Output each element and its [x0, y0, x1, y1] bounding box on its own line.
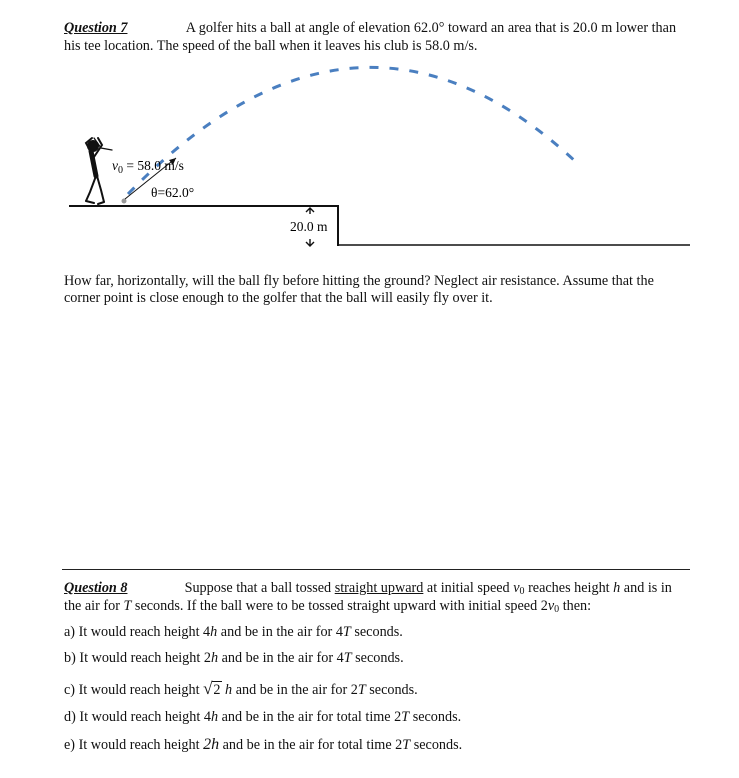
answer-option-e[interactable] [64, 736, 462, 754]
option-text: seconds. [365, 682, 418, 698]
answer-option-c[interactable] [64, 679, 418, 699]
option-text: and be in the air for total time 2 [219, 737, 403, 753]
option-var: h [210, 650, 219, 666]
q8-var-T: T [123, 598, 132, 614]
option-text: and be in the air for 4 [218, 650, 344, 666]
option-text: d) It would reach height 4 [64, 709, 211, 725]
question-8-label: Question 8 [64, 580, 128, 596]
question-7-text-1: A golfer hits a ball at angle of elevation 62.0° toward an area that is 20.0 m lower than [185, 20, 677, 36]
option-var: h [210, 624, 218, 640]
option-var: T [402, 737, 411, 753]
option-var: T [343, 650, 352, 666]
q8-text: then: [559, 598, 592, 614]
option-var: T [401, 709, 410, 725]
golf-diagram [0, 0, 739, 260]
q8-text: and is in [620, 580, 672, 596]
option-var: h [225, 682, 233, 698]
option-text: and be in the air for 2 [232, 682, 358, 698]
answer-option-a[interactable] [64, 624, 403, 641]
sqrt-symbol: √ [203, 679, 213, 698]
option-text: b) It would reach height 2 [64, 650, 211, 666]
option-text: e) It would reach height [64, 737, 204, 753]
golfer-figure [86, 138, 112, 204]
option-text: seconds. [351, 650, 404, 666]
question-8-line-2 [64, 598, 591, 615]
option-var: T [357, 682, 366, 698]
option-text: seconds. [410, 737, 463, 753]
angle-label: θ=62.0° [151, 185, 195, 200]
q8-underlined-text: straight upward [334, 580, 424, 596]
question-7-line-2: his tee location. The speed of the ball when it leaves his club is 58.0 m/s. [64, 38, 478, 54]
question-7-prompt-1: How far, horizontally, will the ball fly before hitting the ground? Neglect air resistance. Assume that the [64, 273, 654, 289]
q8-text: the air for [64, 598, 124, 614]
option-text: and be in the air for 4 [217, 624, 343, 640]
option-text: seconds. [350, 624, 403, 640]
question-7-prompt-2: corner point is close enough to the golfer that the ball will easily fly over it. [64, 290, 493, 306]
q8-text: seconds. If the ball were to be tossed straight upward with initial speed 2 [131, 598, 548, 614]
question-8-line-1 [64, 580, 672, 597]
golf-ball [122, 199, 127, 204]
option-var: 2h [203, 736, 220, 753]
answer-option-d[interactable] [64, 709, 461, 726]
option-var: T [342, 624, 351, 640]
q8-text: reaches height [524, 580, 614, 596]
option-text: seconds. [409, 709, 462, 725]
q8-sub-0: 0 [554, 604, 560, 615]
q8-var-v: v [547, 598, 555, 614]
v0-label: $v_0 = 58.0$ m/s [112, 158, 184, 176]
answer-option-b[interactable] [64, 650, 404, 667]
option-text: and be in the air for total time 2 [218, 709, 402, 725]
sqrt-radicand: 2 [213, 682, 221, 698]
q8-sub-0: 0 [519, 586, 525, 597]
ball-trajectory [128, 67, 576, 194]
q8-var-v: v [513, 580, 520, 596]
q8-text: at initial speed [423, 580, 514, 596]
q8-text: Suppose that a ball tossed [184, 580, 335, 596]
q8-var-h: h [613, 580, 621, 596]
option-text: c) It would reach height [64, 682, 204, 698]
option-text: a) It would reach height 4 [64, 624, 211, 640]
section-divider [62, 569, 690, 570]
drop-height-label: 20.0 m [290, 219, 328, 234]
option-var: h [210, 709, 219, 725]
question-7-label: Question 7 [64, 20, 128, 36]
